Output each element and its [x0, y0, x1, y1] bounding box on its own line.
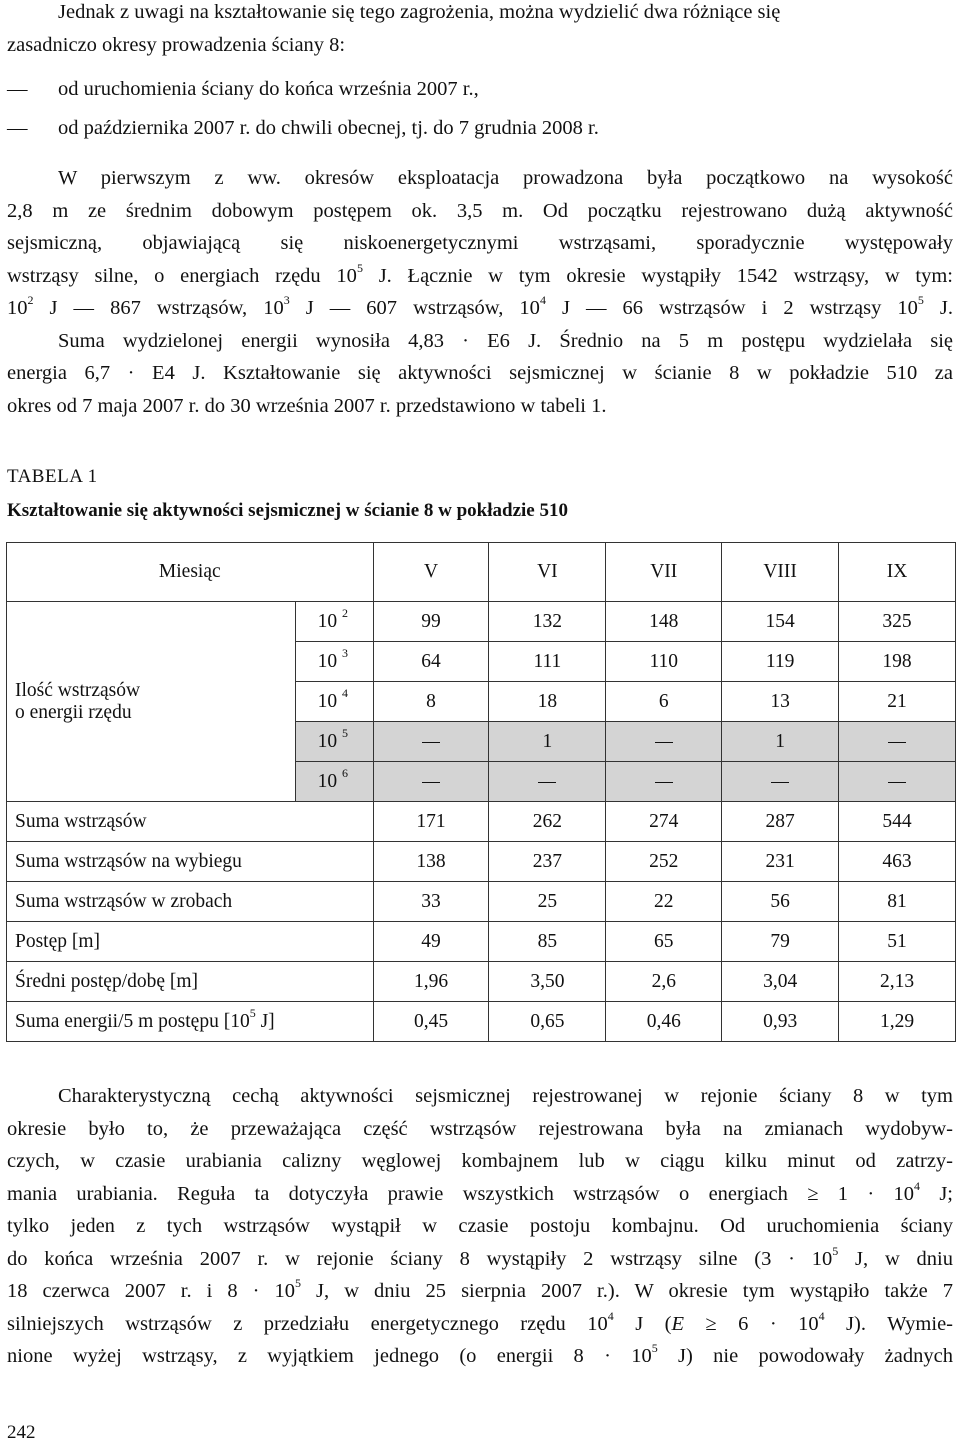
value-cell: 33 — [373, 882, 489, 922]
value-cell: 0,65 — [489, 1002, 606, 1042]
value-cell: 287 — [722, 802, 839, 842]
intro-paragraph — [7, 0, 953, 144]
row-label: Średni postęp/dobę [m] — [7, 962, 374, 1002]
value-cell: 1,96 — [373, 962, 489, 1002]
value-cell: 3,04 — [722, 962, 839, 1002]
dash-mark — [771, 782, 789, 783]
dash-mark — [888, 782, 906, 783]
text-line: mania urabiania. Reguła ta dotyczyła prawie wszystkich wstrząsów o energiach ≥ $1 \cdot 10^4$ J; — [7, 1178, 953, 1205]
value-cell: 18 — [489, 682, 606, 722]
value-cell: 198 — [839, 642, 956, 682]
value-cell: 237 — [489, 842, 606, 882]
text-line: energia 6,7 · E4 J. Kształtowanie się aktywności sejsmicznej w ścianie 8 w pokładzie 510 za — [7, 362, 953, 384]
text-line: okresie było to, że przeważająca część wstrząsów rejestrowana była na zmianach wydobyw- — [7, 1117, 953, 1140]
group-label-line: o energii rzędu — [15, 701, 132, 723]
text-line: tylko jeden z tych wstrząsów wystąpił w czasie postoju kombajnu. Od uruchomienia ściany — [7, 1215, 953, 1237]
value-cell: 148 — [606, 602, 722, 642]
text-line: do końca września 2007 r. w rejonie ściany 8 wystąpiły 2 wstrząsy silne ($3 \cdot 10^5$ J, w dniu — [7, 1243, 953, 1270]
text-line: $10^2$ J — 867 wstrząsów, $10^3$ J — 607 wstrząsów, $10^4$ J — 66 wstrząsów i 2 wstrząsy $10^5$ J. — [7, 293, 954, 319]
row-label: Postęp [m] — [7, 922, 374, 962]
list-item — [7, 112, 953, 145]
energy-order-cell: 10 $^4$ — [295, 682, 373, 722]
text-line: wstrząsy silne, o energiach rzędu $10^5$ J. Łącznie w tym okresie wystąpiły 1542 wstrząsy, w tym: — [7, 260, 953, 287]
value-cell: 0,45 — [373, 1002, 489, 1042]
value-cell — [606, 762, 722, 802]
value-cell: 65 — [606, 922, 722, 962]
value-cell: 25 — [489, 882, 606, 922]
energy-group-label — [7, 602, 296, 802]
text-line: czych, w czasie urabiania calizny węglowej kombajnem lub w ciągu kilku minut od zatrzy- — [7, 1150, 953, 1172]
list-item-text: od października 2007 r. do chwili obecnej, tj. do 7 grudnia 2008 r. — [58, 116, 599, 139]
value-cell: 274 — [606, 802, 722, 842]
table-header-row — [7, 543, 956, 602]
value-cell: 119 — [722, 642, 839, 682]
dash-mark — [655, 782, 673, 783]
value-cell: 0,46 — [606, 1002, 722, 1042]
intro-line: Jednak z uwagi na kształtowanie się tego zagrożenia, można wydzielić dwa różniące się — [58, 1, 781, 23]
row-label: Suma wstrząsów na wybiegu — [7, 842, 374, 882]
text-line: nione wyżej wstrząsy, z wyjątkiem jednego (o energii $8 \cdot 10^5$ J) nie powodowały żadnych — [7, 1341, 953, 1367]
value-cell: 64 — [373, 642, 489, 682]
em-dash: — — [7, 116, 28, 139]
group-label-line: Ilość wstrząsów — [15, 679, 141, 701]
value-cell — [373, 722, 489, 762]
value-cell: 154 — [722, 602, 839, 642]
value-cell — [373, 762, 489, 802]
value-cell: 6 — [606, 682, 722, 722]
value-cell — [722, 762, 839, 802]
value-cell: 111 — [489, 642, 606, 682]
value-cell: 110 — [606, 642, 722, 682]
page-number: 242 — [7, 1422, 36, 1443]
text-line: 18 czerwca 2007 r. i $8 \cdot 10^5$ J, w dniu 25 sierpnia 2007 r.). W okresie tym wystąpiło także 7 — [7, 1276, 953, 1302]
table-row — [7, 1002, 956, 1042]
month-cell: VII — [606, 543, 722, 602]
energy-order-cell: 10 $^6$ — [295, 762, 373, 802]
energy-order-cell: 10 $^3$ — [295, 642, 373, 682]
value-cell: 171 — [373, 802, 489, 842]
table-row — [7, 842, 956, 882]
seismic-activity-table — [6, 542, 956, 1042]
text-line: W pierwszym z ww. okresów eksploatacja prowadzona była początkowo na wysokość — [58, 167, 953, 189]
paragraph-first-period — [7, 162, 953, 422]
text-line: 2,8 m ze średnim dobowym postępem ok. 3,5 m. Od początku rejestrowano dużą aktywność — [7, 199, 953, 222]
value-cell: 3,50 — [489, 962, 606, 1002]
dash-mark — [655, 742, 673, 743]
table-row — [7, 922, 956, 962]
value-cell — [489, 762, 606, 802]
value-cell: 1 — [489, 722, 606, 762]
value-cell: 49 — [373, 922, 489, 962]
list-item-text: od uruchomienia ściany do końca września 2007 r., — [58, 78, 479, 100]
paragraph-characteristics — [7, 1080, 953, 1373]
value-cell: 1,29 — [839, 1002, 956, 1042]
text-line: okres od 7 maja 2007 r. do 30 września 2007 r. przedstawiono w tabeli 1. — [7, 394, 607, 417]
table-row — [7, 802, 956, 842]
value-cell: 81 — [839, 882, 956, 922]
energy-order-cell: 10 $^2$ — [295, 602, 373, 642]
value-cell: 325 — [839, 602, 956, 642]
value-cell: 262 — [489, 802, 606, 842]
month-cell: VIII — [722, 543, 839, 602]
month-header: Miesiąc — [7, 543, 374, 602]
table-row — [7, 962, 956, 1002]
row-label: Suma wstrząsów — [7, 802, 374, 842]
table-row — [7, 882, 956, 922]
text-line: silniejszych wstrząsów z przedziału energetycznego rzędu $10^4$ J ($E \ge 6 \cdot 10^4$ J). Wymie- — [7, 1308, 953, 1335]
em-dash: — — [7, 78, 28, 100]
value-cell: 56 — [722, 882, 839, 922]
value-cell: 544 — [839, 802, 956, 842]
table-title: Kształtowanie się aktywności sejsmicznej w ścianie 8 w pokładzie 510 — [7, 500, 568, 521]
text-line: sejsmiczną, objawiającą się niskoenergetycznymi wstrząsami, sporadycznie występowały — [7, 232, 953, 254]
table-label: TABELA 1 — [7, 466, 98, 487]
energy-order-cell: 10 $^5$ — [295, 722, 373, 762]
value-cell: 138 — [373, 842, 489, 882]
value-cell: 22 — [606, 882, 722, 922]
text-line: Charakterystyczną cechą aktywności sejsmicznej rejestrowanej w rejonie ściany 8 w tym — [58, 1085, 953, 1107]
value-cell: 99 — [373, 602, 489, 642]
month-cell: V — [373, 543, 489, 602]
value-cell — [606, 722, 722, 762]
value-cell: 0,93 — [722, 1002, 839, 1042]
dash-mark — [422, 782, 440, 783]
value-cell: 463 — [839, 842, 956, 882]
dash-mark — [422, 742, 440, 743]
value-cell: 2,6 — [606, 962, 722, 1002]
value-cell: 79 — [722, 922, 839, 962]
month-cell: VI — [489, 543, 606, 602]
value-cell — [839, 722, 956, 762]
list-item — [7, 73, 953, 106]
value-cell — [839, 762, 956, 802]
value-cell: 85 — [489, 922, 606, 962]
value-cell: 8 — [373, 682, 489, 722]
value-cell: 1 — [722, 722, 839, 762]
value-cell: 21 — [839, 682, 956, 722]
value-cell: 132 — [489, 602, 606, 642]
row-label: Suma wstrząsów w zrobach — [7, 882, 374, 922]
row-label: Suma energii/5 m postępu [$10^5$ J] — [7, 1002, 374, 1042]
value-cell: 252 — [606, 842, 722, 882]
value-cell: 231 — [722, 842, 839, 882]
value-cell: 2,13 — [839, 962, 956, 1002]
table-row — [7, 602, 956, 642]
value-cell: 51 — [839, 922, 956, 962]
month-cell: IX — [839, 543, 956, 602]
dash-mark — [538, 782, 556, 783]
dash-mark — [888, 742, 906, 743]
intro-line: zasadniczo okresy prowadzenia ściany 8: — [7, 33, 346, 56]
value-cell: 13 — [722, 682, 839, 722]
text-line: Suma wydzielonej energii wynosiła 4,83 · E6 J. Średnio na 5 m postępu wydzielała się — [58, 329, 953, 352]
